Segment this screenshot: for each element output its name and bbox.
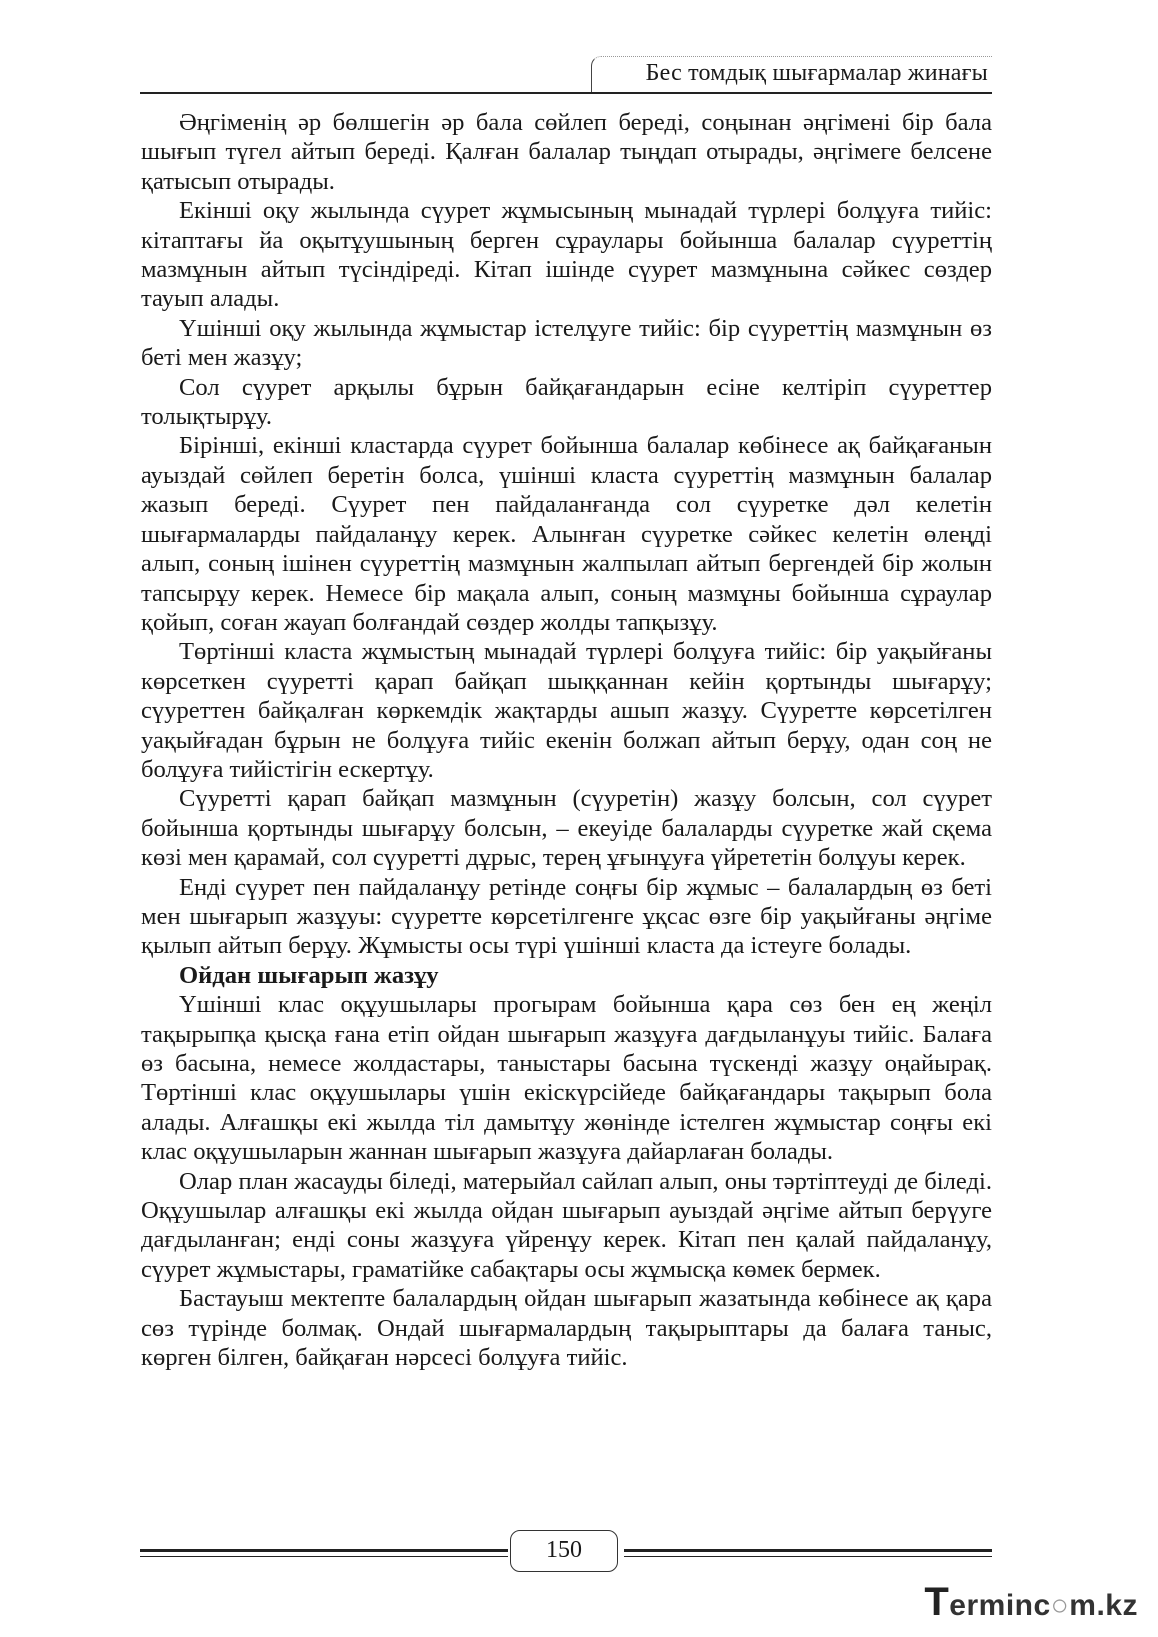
paragraph-1: Әңгіменің әр бөлшегін әр бала сөйлеп береді, соңынан әңгімені бір бала шығып түгел айтып береді. Қалған балалар тыңдап отырады, әңгімеге белсене қатысып отырады. (141, 109, 992, 195)
paragraph-8: Енді сүурет пен пайдаланұу ретінде соңғы бір жұмыс – балалардың өз беті мен шығарып жазұуы: сүуретте көрсетілгенге ұқсас өзге бір уақыйғаны әңгіме қылып айтып берұу. Жұмысты осы түрі үшінші класта да істеуге болады. (141, 873, 992, 960)
paragraph-10: Олар план жасауды біледі, матерыйал сайлап алып, оны тәртіптеуді де біледі. Оқұушылар алғашқы екі жылда ойдан шығарып ауыздай әңгіме айтып берүуге дағдыланған; енді соны жазұуға үйренұу керек. Кітап пен қалай пайдаланұу, сүурет жұмыстары, граматійке сабақтары осы жұмысқа көмек бермек. (141, 1167, 992, 1283)
paragraph-3: Үшінші оқу жылында жұмыстар істелұуге тийіс: бір сүуреттің мазмұнын өз беті мен жазұу; (141, 314, 992, 372)
header-rule (140, 92, 992, 94)
page-number: 150 (546, 1537, 582, 1563)
watermark-circle-icon: ○ (1050, 1589, 1070, 1622)
footer-rule-left-thick (140, 1549, 508, 1552)
watermark-part2: m.kz (1069, 1589, 1138, 1622)
page-body (141, 108, 992, 1372)
paragraph-11: Бастауыш мектепте балалардың ойдан шығарып жазатында көбінесе ақ қара сөз түрінде болмақ. Ондай шығармалардың тақырыптары да балаға таныс, көрген білген, байқаған нәрсесі болұуға тийіс. (141, 1285, 992, 1372)
paragraph-7: Сүуретті қарап байқап мазмұнын (сүуретін) жазұу болсын, сол сүурет бойынша қортынды шығарұу болсын, – екеуіде балаларды сүуретке жай сқема көзі мен қарамай, сол сүуретті дұрыс, терең ұғынұуға үйрететін болұуы керек. (141, 785, 992, 872)
header-title: Бес томдық шығармалар жинағы (645, 60, 988, 86)
paragraph-4: Сол сүурет арқылы бұрын байқағандарын есіне келтіріп сүуреттер толықтырұу. (141, 373, 992, 431)
watermark-initial: T (924, 1580, 950, 1624)
footer-rule-right-thick (624, 1549, 992, 1552)
page-footer (140, 1530, 992, 1576)
footer-rule-left-thin (140, 1556, 508, 1557)
paragraph-5: Бірінші, екінші кластарда сүурет бойынша балалар көбінесе ақ байқағанын ауыздай сөйлеп беретін болса, үшінші класта сүуреттің мазмұнын балалар жазып береді. Сүурет пен пайдаланғанда сол сүуретке дәл келетін шығармаларды пайдаланұу керек. Алынған сүуретке сәйкес келетін өлеңді алып, соның ішінен сүуреттің мазмұнын жалпылап айтып бергендей бір жолын тапсырұу керек. Немесе бір мақала алып, соның мазмұны бойынша сұраулар қойып, соған жауап болғандай сөздер жолды тапқызұу. (141, 432, 992, 636)
paragraph-9: Үшінші клас оқұушылары прогырам бойынша қара сөз бен ең жеңіл тақырыпқа қысқа ғана етіп ойдан шығарып жазұуға дағдыланұуы тийіс. Балаға өз басына, немесе жолдастары, таныстары басына түскенді жазұу оңайырақ. Төртінші клас оқұушылары үшін екіскүрсійеде байқағандары тақырып бола алады. Алғашқы екі жылда тіл дамытұу жөнінде істелген жұмыстар соңғы екі клас оқұушыларын жаннан шығарып жазұуға дайарлаған болады. (141, 991, 992, 1166)
running-header (140, 52, 992, 94)
paragraph-2: Екінші оқу жылында сүурет жұмысының мынадай түрлері болұуға тийіс: кітаптағы йа оқытұушының берген сұраулары бойынша балалар сүуреттің мазмұнын айтып түсіндіреді. Кітап ішінде сүурет мазмұнына сәйкес сөздер тауып алады. (141, 197, 992, 313)
page-number-box (510, 1530, 618, 1572)
footer-rule-right-thin (624, 1556, 992, 1557)
site-watermark (924, 1580, 1138, 1625)
paragraph-6: Төртінші класта жұмыстың мынадай түрлері болұуға тийіс: бір уақыйғаны көрсеткен сүуретті қарап байқап шыққаннан кейін қортынды шығарұу; сүуреттен байқалған көркемдік жақтарды ашып жазұу. Сүуретте көрсетілген уақыйғадан бұрын не болұуға тийіс екенін болжап айтып берұу, одан соң не болұуға тийістігін ескертұу. (141, 638, 992, 783)
section-heading: Ойдан шығарып жазұу (179, 961, 439, 989)
watermark-part1: erminc (949, 1589, 1051, 1622)
